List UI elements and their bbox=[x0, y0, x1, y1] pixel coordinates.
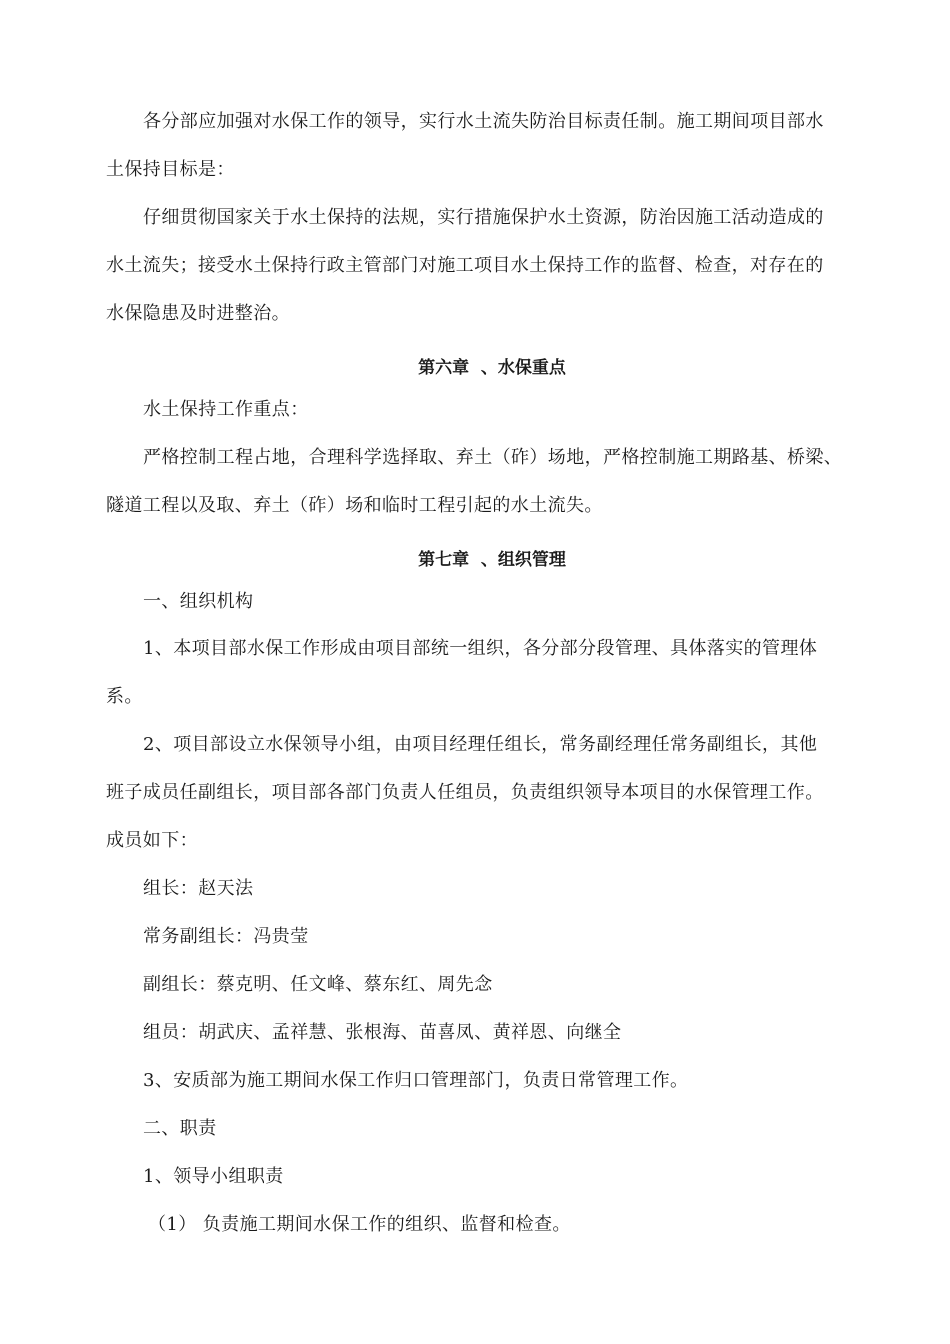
deputies-line: 副组长：蔡克明、任文峰、蔡东红、周先念 bbox=[143, 974, 493, 995]
chapter-six-heading: 第六章 、水保重点 bbox=[418, 358, 566, 378]
section-title: 二、职责 bbox=[143, 1118, 217, 1139]
paragraph-line: 班子成员任副组长，项目部各部门负责人任组员，负责组织领导本项目的水保管理工作。 bbox=[106, 782, 824, 803]
paragraph-line: 系。 bbox=[106, 686, 143, 707]
paragraph-line: 1、本项目部水保工作形成由项目部统一组织，各分部分段管理、具体落实的管理体 bbox=[143, 638, 818, 659]
paragraph-line: 2、项目部设立水保领导小组，由项目经理任组长，常务副经理任常务副组长，其他 bbox=[143, 734, 818, 755]
paragraph-line: 3、安质部为施工期间水保工作归口管理部门，负责日常管理工作。 bbox=[143, 1070, 689, 1091]
paragraph-line: 土保持目标是： bbox=[106, 159, 235, 180]
subsection-title: 1、领导小组职责 bbox=[143, 1166, 284, 1187]
paragraph-line: 成员如下： bbox=[106, 830, 198, 851]
section-title: 一、组织机构 bbox=[143, 591, 254, 612]
members-line: 组员：胡武庆、孟祥慧、张根海、苗喜凤、黄祥恩、向继全 bbox=[143, 1022, 622, 1043]
paragraph-line: 仔细贯彻国家关于水土保持的法规，实行措施保护水土资源，防治因施工活动造成的 bbox=[143, 207, 824, 228]
paragraph-line: 严格控制工程占地，合理科学选择取、弃土（砟）场地，严格控制施工期路基、桥梁、 bbox=[143, 447, 843, 468]
duty-item: （1） 负责施工期间水保工作的组织、监督和检查。 bbox=[148, 1214, 571, 1235]
paragraph-line: 水土流失；接受水土保持行政主管部门对施工项目水土保持工作的监督、检查，对存在的 bbox=[106, 255, 824, 276]
paragraph-line: 各分部应加强对水保工作的领导，实行水土流失防治目标责任制。施工期间项目部水 bbox=[143, 111, 824, 132]
paragraph-line: 隧道工程以及取、弃土（砟）场和临时工程引起的水土流失。 bbox=[106, 495, 603, 516]
paragraph-line: 水保隐患及时进整治。 bbox=[106, 303, 290, 324]
exec-deputy-line: 常务副组长：冯贵莹 bbox=[143, 926, 309, 947]
chapter-seven-heading: 第七章 、组织管理 bbox=[418, 550, 566, 570]
paragraph-line: 水土保持工作重点： bbox=[143, 399, 309, 420]
leader-line: 组长：赵天法 bbox=[143, 878, 254, 899]
